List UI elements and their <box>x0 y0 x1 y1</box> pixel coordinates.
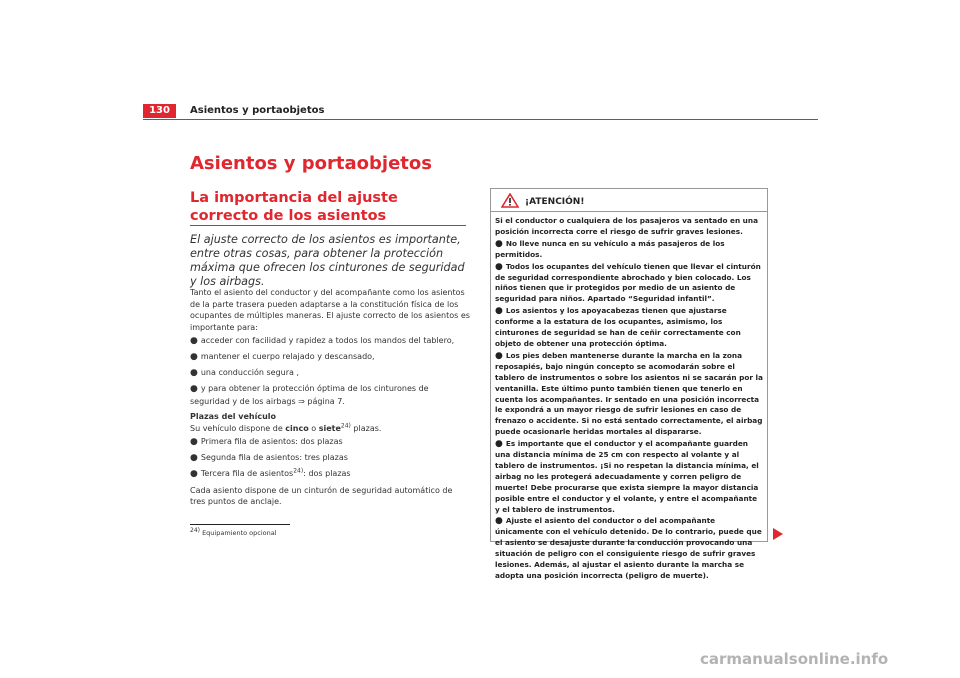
section-rule <box>190 225 466 226</box>
bullet-icon: ● <box>190 437 198 448</box>
page-number: 130 <box>143 104 176 118</box>
warning-list <box>495 239 763 582</box>
list-item: ● Los asientos y los apoyacabezas tienen que ajustarse conforme a la estatura de los ocupantes, asimismo, los cinturones de seguridad se han de ceñir correctamente con objeto de obtener una protección óptima. <box>495 306 741 348</box>
running-title: Asientos y portaobjetos <box>190 105 325 116</box>
footnote-rule <box>190 524 290 525</box>
bullet-icon: ● <box>190 469 198 480</box>
bullet-icon: ● <box>495 238 503 249</box>
bullet-icon: ● <box>190 368 198 379</box>
warning-body <box>495 216 763 583</box>
warning-title: ¡ATENCIÓN! <box>525 197 585 207</box>
bullet-icon: ● <box>495 306 503 317</box>
section-title: La importancia del ajuste correcto de los asientos <box>190 190 398 224</box>
bullet-icon: ● <box>495 439 503 450</box>
plazas-heading: Plazas del vehículo <box>190 412 277 422</box>
warning-intro: Si el conductor o cualquiera de los pasajeros va sentado en una posición incorrecta corre el riesgo de sufrir graves lesiones. <box>495 216 758 236</box>
list-item: ● mantener el cuerpo relajado y descansado, <box>190 352 375 363</box>
bullet-icon: ● <box>495 261 503 272</box>
list-item: ● y para obtener la protección óptima de los cinturones de seguridad y de los airbags ⇒ página 7. <box>190 384 429 406</box>
body-column <box>190 287 470 508</box>
bullet-icon: ● <box>495 350 503 361</box>
warning-box <box>490 188 768 580</box>
purpose-list <box>190 335 470 407</box>
list-item: ● acceder con facilidad y rapidez a todos los mandos del tablero, <box>190 336 455 347</box>
header-rule <box>143 119 818 120</box>
bullet-icon: ● <box>190 352 198 363</box>
list-item: ● una conducción segura , <box>190 368 299 379</box>
footnote-ref[interactable]: 24) <box>293 467 304 475</box>
bullet-icon: ● <box>190 384 198 395</box>
list-item: ● Primera fila de asientos: dos plazas <box>190 437 343 448</box>
list-item: ● No lleve nunca en su vehículo a más pasajeros de los permitidos. <box>495 238 725 259</box>
rows-list <box>190 436 470 480</box>
closing-paragraph: Cada asiento dispone de un cinturón de seguridad automático de tres puntos de anclaje. <box>190 485 453 507</box>
page-title: Asientos y portaobjetos <box>190 153 432 174</box>
warning-triangle-icon <box>501 193 519 212</box>
next-page-arrow-icon[interactable] <box>772 526 784 545</box>
intro-paragraph: Tanto el asiento del conductor y del acompañante como los asientos de la parte trasera pueden adaptarse a la constitución física de los ocupantes de múltiples maneras. El ajuste correcto de los asientos es importante para: <box>190 288 470 332</box>
footnote: $^{24)}$ Equipamiento opcional <box>190 526 277 537</box>
lead-paragraph: El ajuste correcto de los asientos es importante, entre otras cosas, para obtener la protección máxima que ofrecen los cinturones de seguridad y los airbags. <box>190 233 465 288</box>
bullet-icon: ● <box>190 336 198 347</box>
list-item: ● Ajuste el asiento del conductor o del acompañante únicamente con el vehículo detenido. De lo contrario, puede que el asiento se desajuste durante la conducción provocando una situación de peligro con el consiguiente riesgo de sufrir graves lesiones. Además, al ajustar el asiento durante la marcha se adopta una posición incorrecta (peligro de muerte). <box>495 516 762 580</box>
warning-header <box>491 189 767 212</box>
list-item: ● Todos los ocupantes del vehículo tienen que llevar el cinturón de seguridad correspondiente abrochado y bien colocado. Los niños tienen que ir protegidos por medio de un asiento de seguridad para niños. Apartado “Seguridad infantil”. <box>495 261 761 304</box>
list-item: ● Tercera fila de asientos$^{24)}$: dos plazas <box>190 467 351 480</box>
watermark: carmanualsonline.info <box>700 650 889 668</box>
list-item: ● Los pies deben mantenerse durante la marcha en la zona reposapiés, bajo ningún concepto se acomodarán sobre el tablero de instrumentos o sobre los asientos ni se sacarán por la ventanilla. Este último punto también tienen que tenerlo en cuenta los acompañantes. Ir sentado en una posición incorrecta le expondrá a un mayor riesgo de sufrir lesiones en caso de frenazo o accidente. Si no está sentado correctamente, el airbag puede ocasionarle heridas mortales al dispararse. <box>495 350 763 437</box>
plazas-sentence: Su vehículo dispone de cinco o siete$^{24)}$ plazas. <box>190 422 382 433</box>
bullet-icon: ● <box>495 516 503 527</box>
list-item: ● Segunda fila de asientos: tres plazas <box>190 453 348 464</box>
list-item: ● Es importante que el conductor y el acompañante guarden una distancia mínima de 25 cm con respecto al volante y al tablero de instrumentos. ¡Si no respetan la distancia mínima, el airbag no les protegerá adecuadamente y corren peligro de muerte! Debe procurarse que exista siempre la mayor distancia posible entre el conductor y el volante, y entre el acompañante y el tablero de instrumentos. <box>495 439 759 514</box>
bullet-icon: ● <box>190 453 198 464</box>
footnote-ref[interactable]: 24) <box>340 422 351 430</box>
